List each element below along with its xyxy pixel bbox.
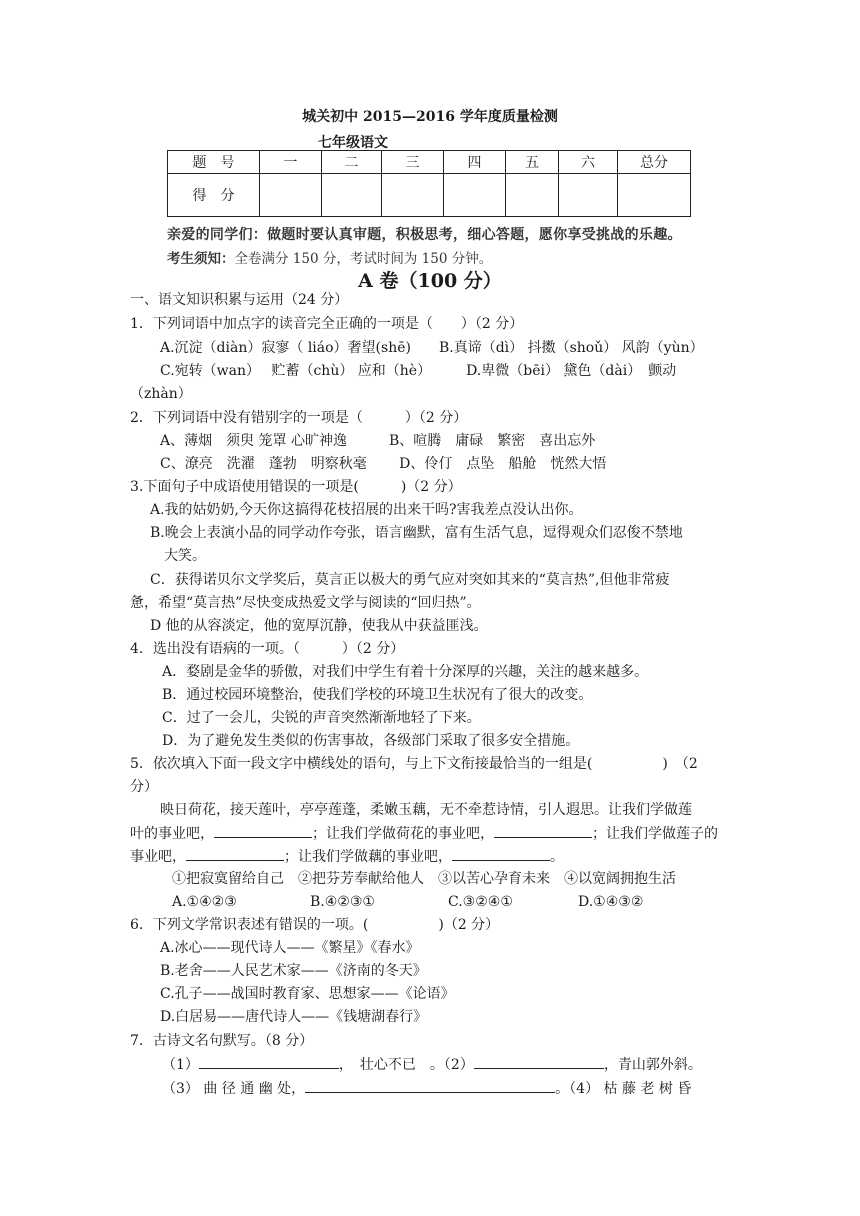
poem-text: 。（4） 枯 藤 老 树 昏 [555,1081,692,1097]
question-5-passage-line: 映日荷花，接天莲叶，亭亭莲蓬，柔嫩玉藕，无不牵惹诗情，引人遐思。让我们学做莲 [160,802,692,818]
question-5-passage-line [130,823,718,844]
question-6-stem: 6．下列文学常识表述有错误的一项。( )（2 分） [130,917,500,933]
question-5-choice: B.④②③① [310,894,375,910]
question-3-option-d: D 他的从容淡定，他的宽厚沉静，使我从中获益匪浅。 [150,618,488,634]
question-4-option-b: B．通过校园环境整治，使我们学校的环境卫生状况有了很大的改变。 [162,687,593,703]
passage-text: 叶的事业吧， [130,826,214,842]
score-input-cell[interactable] [618,174,691,217]
question-5-stem-cont: 分） [130,779,158,795]
question-5-stem: 5．依次填入下面一段文字中横线处的语句，与上下文衔接最恰当的一组是( ) （2 [130,756,698,772]
question-1-stem: 1．下列词语中加点字的读音完全正确的一项是（ ）（2 分） [130,316,524,332]
question-7-line [162,1054,702,1075]
question-7-stem: 7．古诗文名句默写。（8 分） [130,1033,314,1049]
passage-text: 事业吧， [130,849,186,865]
fill-blank[interactable] [214,823,312,838]
score-table-cell: 得 分 [168,174,260,217]
question-4-option-a: A．婺剧是金华的骄傲，对我们中学生有着十分深厚的兴趣，关注的越来越多。 [162,664,649,680]
fill-blank[interactable] [186,846,284,861]
score-table [167,150,691,217]
score-input-cell[interactable] [382,174,444,217]
score-table-cell: 一 [260,151,322,174]
score-input-cell[interactable] [444,174,506,217]
score-table-score-row [168,174,691,217]
passage-text: 。 [550,849,564,865]
poem-text: （3） 曲 径 通 幽 处， [162,1081,306,1097]
instruction-note [167,247,492,267]
question-7-line [162,1078,691,1099]
instruction-text: 全卷满分 150 分，考试时间为 150 分钟。 [234,251,493,267]
score-input-cell[interactable] [322,174,382,217]
question-5-choice: A.①④②③ [172,894,237,910]
fill-blank[interactable] [494,823,592,838]
question-6-option-a: A.冰心——现代诗人——《繁星》《春水》 [160,940,420,956]
passage-text: ；让我们学做藕的事业吧， [284,849,452,865]
question-5-passage-line [130,846,564,867]
section-heading: 一、语文知识积累与运用（24 分） [130,292,349,308]
passage-text: ；让我们学做莲子的 [592,826,718,842]
fill-blank[interactable] [305,1078,555,1093]
greeting-note: 亲爱的同学们：做题时要认真审题，积极思考，细心答题，愿你享受挑战的乐趣。 [167,227,682,243]
poem-text: ， 壮心不已 。（2） [338,1057,474,1073]
instruction-label: 考生须知： [167,251,235,267]
question-3-option-c-cont: 惫，希望“莫言热”尽快变成热爱文学与阅读的“回归热”。 [130,595,481,611]
score-table-cell: 六 [559,151,618,174]
exam-title: 城关初中 2015—2016 学年度质量检测 [302,109,558,125]
poem-text: ，青山郭外斜。 [603,1057,702,1073]
question-5-choice: D.①④③② [578,894,644,910]
score-input-cell[interactable] [506,174,559,217]
score-input-cell[interactable] [559,174,618,217]
score-input-cell[interactable] [260,174,322,217]
score-table-cell: 总分 [618,151,691,174]
fill-blank[interactable] [199,1054,339,1069]
question-1-option-line: C.宛转（wan） 贮蓄（chù） 应和（hè） D.卑微（bēi） 黛色（dài） 颤动 [160,363,677,379]
score-table-cell: 五 [506,151,559,174]
question-6-option-c: C.孔子——战国时教育家、思想家——《论语》 [160,986,455,1002]
question-1-option-line: A.沉淀（diàn）寂寥（ liáo）奢望(shē) B.真谛（dì） 抖擞（shoǔ） 风韵（yùn） [160,340,704,356]
score-table-cell: 四 [444,151,506,174]
question-2-option-line: C、潦亮 洗濯 蓬勃 明察秋毫 D、伶仃 点坠 船舱 恍然大悟 [160,456,607,472]
fill-blank[interactable] [452,846,550,861]
question-1-option-line: （zhàn） [130,386,192,402]
score-table-header-row [168,151,691,174]
question-5-sentence-options: ①把寂寞留给自己 ②把芬芳奉献给他人 ③以苦心孕育未来 ④以宽阔拥抱生活 [172,871,676,887]
question-3-option-c: C．获得诺贝尔文学奖后，莫言正以极大的勇气应对突如其来的“莫言热”,但他非常疲 [150,572,670,588]
question-3-stem: 3.下面句子中成语使用错误的一项是( )（2 分） [130,479,462,495]
question-2-stem: 2．下列词语中没有错别字的一项是（ ）（2 分） [130,410,468,426]
fill-blank[interactable] [474,1054,604,1069]
question-6-option-d: D.白居易——唐代诗人——《钱塘湖春行》 [160,1009,428,1025]
poem-text: （1） [162,1057,199,1073]
question-3-option-b-cont: 大笑。 [164,548,206,564]
question-6-option-b: B.老舍——人民艺术家——《济南的冬天》 [160,963,427,979]
exam-subtitle: 七年级语文 [318,135,388,151]
question-5-choice: C.③②④① [448,894,513,910]
score-table-cell: 二 [322,151,382,174]
score-table-cell: 题 号 [168,151,260,174]
question-3-option-a: A.我的姑奶奶,今天你这搞得花枝招展的出来干吗?害我差点没认出你。 [150,502,583,518]
question-4-option-c: C．过了一会儿，尖锐的声音突然渐渐地轻了下来。 [162,710,481,726]
question-4-stem: 4．选出没有语病的一项。（ ）（2 分） [130,641,405,657]
question-3-option-b: B.晚会上表演小品的同学动作夸张，语言幽默，富有生活气息，逗得观众们忍俊不禁地 [150,525,683,541]
passage-text: ；让我们学做荷花的事业吧， [312,826,494,842]
score-table-cell: 三 [382,151,444,174]
part-a-heading: A 卷（100 分） [358,270,502,292]
question-4-option-d: D．为了避免发生类似的伤害事故，各级部门采取了很多安全措施。 [162,733,580,749]
question-2-option-line: A、薄烟 须臾 笼罩 心旷神逸 B、喧腾 庸碌 繁密 喜出忘外 [160,433,596,449]
